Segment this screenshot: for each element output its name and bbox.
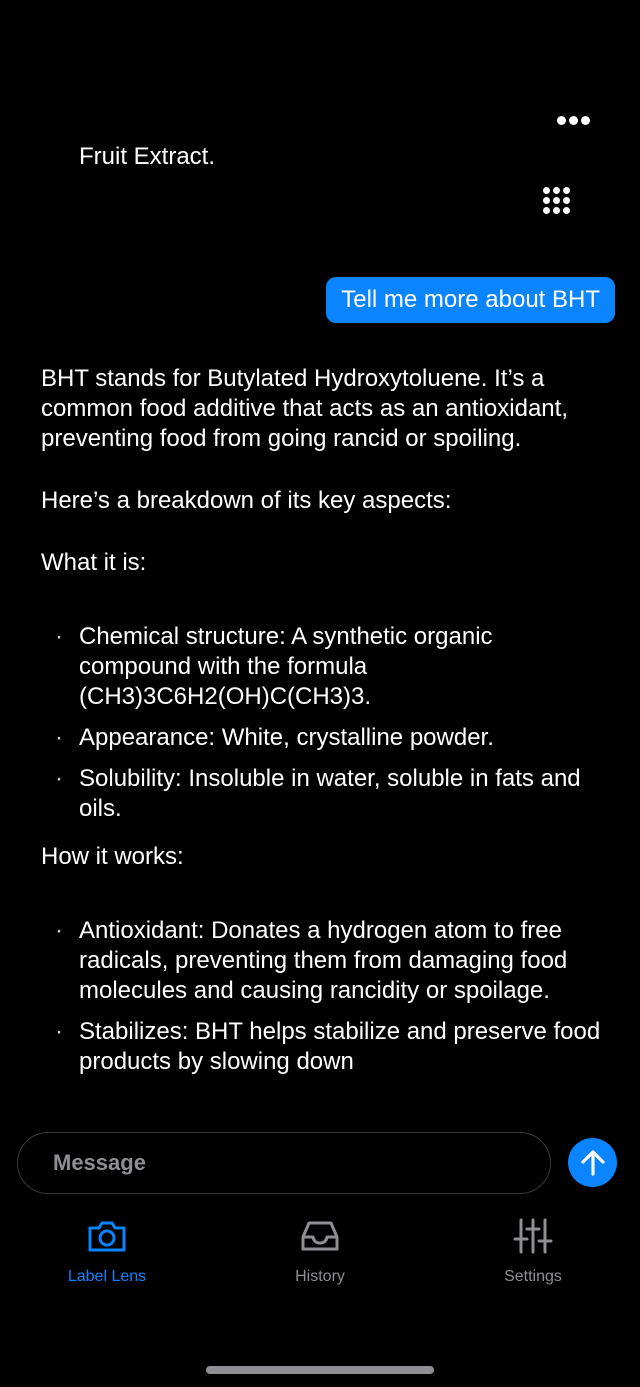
- what-it-is-list: [41, 622, 611, 824]
- tab-label: Label Lens: [67, 1268, 147, 1285]
- bullet-dot: ·: [55, 623, 63, 650]
- message-input[interactable]: [18, 1133, 550, 1193]
- previous-message-text: Fruit Extract.: [79, 143, 216, 170]
- sliders-icon: [511, 1214, 555, 1258]
- tab-history[interactable]: [250, 1210, 390, 1286]
- list-item-text: Antioxidant: Donates a hydrogen atom to free radicals, preventing them from damaging food molecules and causing rancidity or spoilage.: [79, 917, 568, 1004]
- user-message-bubble: Tell me more about BHT: [326, 277, 615, 323]
- bullet-dot: ·: [55, 724, 63, 751]
- ellipsis-icon[interactable]: [557, 112, 591, 128]
- list-item-text: Stabilizes: BHT helps stabilize and preserve food products by slowing down: [79, 1018, 601, 1075]
- tab-label-lens[interactable]: [37, 1210, 177, 1286]
- assistant-breakdown-text: Here’s a breakdown of its key aspects:: [41, 487, 452, 514]
- tab-label: History: [295, 1268, 345, 1285]
- what-it-is-heading: What it is:: [41, 549, 147, 576]
- assistant-message: [41, 364, 611, 1122]
- grid-dots-icon[interactable]: [543, 187, 573, 217]
- how-it-works-list: [41, 916, 611, 1077]
- arrow-up-icon: [580, 1149, 606, 1177]
- assistant-intro-text: BHT stands for Butylated Hydroxytoluene. It’s a common food additive that acts as an antioxidant, preventing food from going rancid or spoiling.: [41, 365, 568, 452]
- home-indicator[interactable]: [206, 1366, 434, 1374]
- bullet-dot: ·: [55, 765, 63, 792]
- tab-bar: [0, 1210, 640, 1300]
- tab-label: Settings: [504, 1268, 562, 1285]
- message-composer: [17, 1132, 551, 1194]
- list-item: [41, 916, 611, 1006]
- list-item: [41, 764, 611, 824]
- list-item-text: Solubility: Insoluble in water, soluble in fats and oils.: [79, 765, 581, 822]
- list-item: [41, 723, 611, 753]
- camera-icon: [85, 1214, 129, 1258]
- bullet-dot: ·: [55, 1018, 63, 1045]
- bullet-dot: ·: [55, 917, 63, 944]
- list-item: [41, 622, 611, 712]
- list-item-text: Appearance: White, crystalline powder.: [79, 724, 494, 751]
- send-button[interactable]: [568, 1138, 617, 1187]
- how-it-works-heading: How it works:: [41, 843, 184, 870]
- inbox-tray-icon: [298, 1214, 342, 1258]
- tab-settings[interactable]: [463, 1210, 603, 1286]
- list-item: [41, 1017, 611, 1077]
- list-item-text: Chemical structure: A synthetic organic compound with the formula (CH3)3C6H2(OH)C(CH3)3.: [79, 623, 493, 710]
